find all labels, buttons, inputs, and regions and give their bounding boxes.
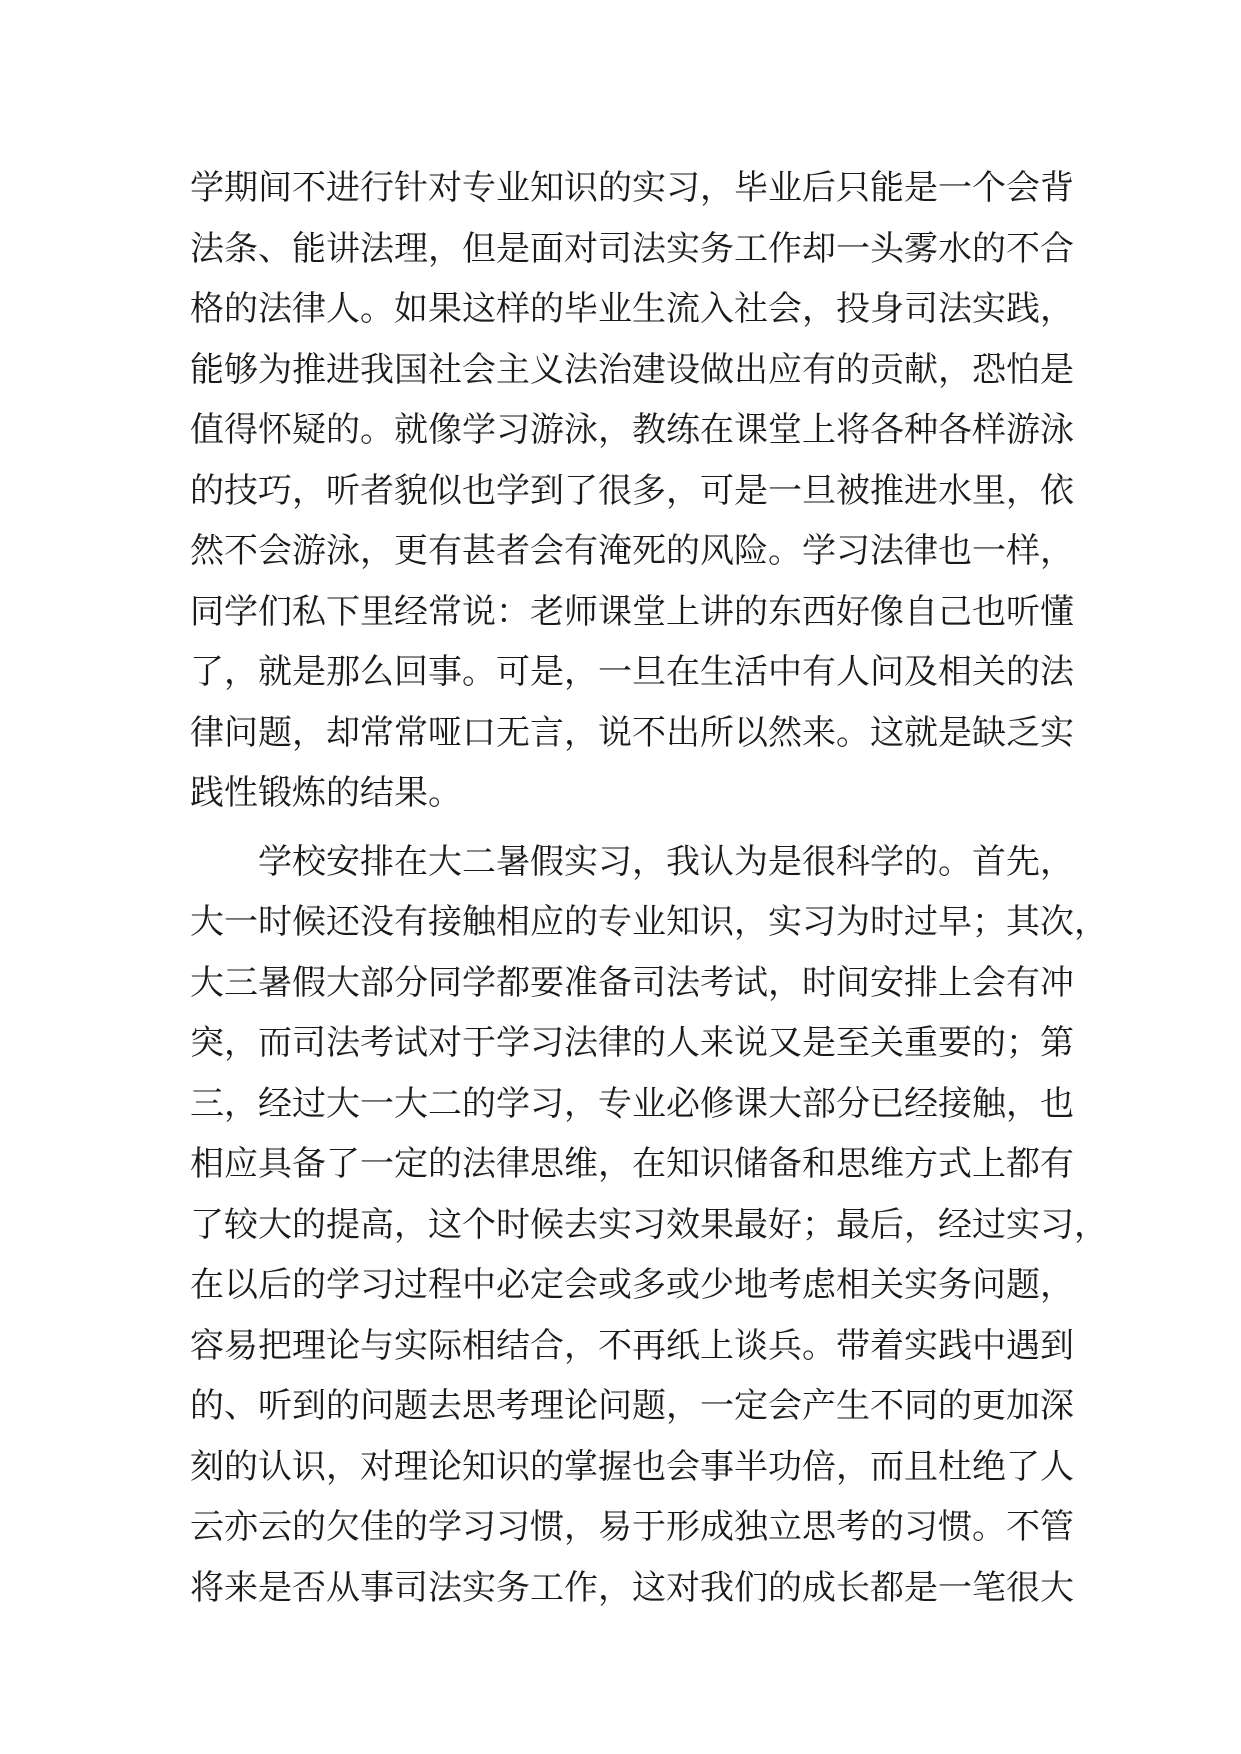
text-line: 云亦云的欠佳的学习习惯，易于形成独立思考的习惯。不管 (190, 1507, 1074, 1547)
text-line: 三，经过大一大二的学习，专业必修课大部分已经接触，也 (190, 1083, 1074, 1124)
text-line: 的、听到的问题去思考理论问题，一定会产生不同的更加深 (190, 1386, 1074, 1426)
text-line: 相应具备了一定的法律思维，在知识储备和思维方式上都有 (190, 1144, 1074, 1184)
text-line: 能够为推进我国社会主义法治建设做出应有的贡献，恐怕是 (190, 349, 1074, 390)
text-line: 律问题，却常常哑口无言，说不出所以然来。这就是缺乏实 (190, 712, 1074, 753)
text-line: 同学们私下里经常说：老师课堂上讲的东西好像自己也听懂 (190, 591, 1074, 632)
text-line: 值得怀疑的。就像学习游泳，教练在课堂上将各种各样游泳 (190, 410, 1074, 450)
text-line: 践性锻炼的结果。 (190, 773, 462, 813)
text-line: 了较大的提高，这个时候去实习效果最好；最后，经过实习， (190, 1204, 1108, 1245)
text-line: 刻的认识，对理论知识的掌握也会事半功倍，而且杜绝了人 (190, 1446, 1074, 1487)
text-line: 法条、能讲法理，但是面对司法实务工作却一头雾水的不合 (190, 228, 1074, 269)
text-line: 学校安排在大二暑假实习，我认为是很科学的。首先， (258, 841, 1074, 882)
text-line: 学期间不进行针对专业知识的实习，毕业后只能是一个会背 (190, 168, 1074, 208)
paragraph-1 (190, 158, 1074, 824)
text-line: 容易把理论与实际相结合，不再纸上谈兵。带着实践中遇到 (190, 1325, 1074, 1366)
text-line: 了，就是那么回事。可是，一旦在生活中有人问及相关的法 (190, 652, 1074, 692)
paragraph-2 (190, 832, 1108, 1619)
text-line: 格的法律人。如果这样的毕业生流入社会，投身司法实践， (190, 289, 1074, 329)
text-line: 大三暑假大部分同学都要准备司法考试，时间安排上会有冲 (190, 962, 1074, 1003)
paragraph-gap (190, 824, 1070, 832)
body-text (190, 158, 1108, 1618)
text-line: 的技巧，听者貌似也学到了很多，可是一旦被推进水里，依 (190, 470, 1074, 511)
text-line: 在以后的学习过程中必定会或多或少地考虑相关实务问题， (190, 1265, 1074, 1305)
text-line: 突，而司法考试对于学习法律的人来说又是至关重要的；第 (190, 1023, 1074, 1063)
text-line: 然不会游泳，更有甚者会有淹死的风险。学习法律也一样， (190, 531, 1074, 571)
text-line: 大一时候还没有接触相应的专业知识，实习为时过早；其次， (190, 902, 1108, 942)
text-line: 将来是否从事司法实务工作，这对我们的成长都是一笔很大 (190, 1567, 1074, 1608)
